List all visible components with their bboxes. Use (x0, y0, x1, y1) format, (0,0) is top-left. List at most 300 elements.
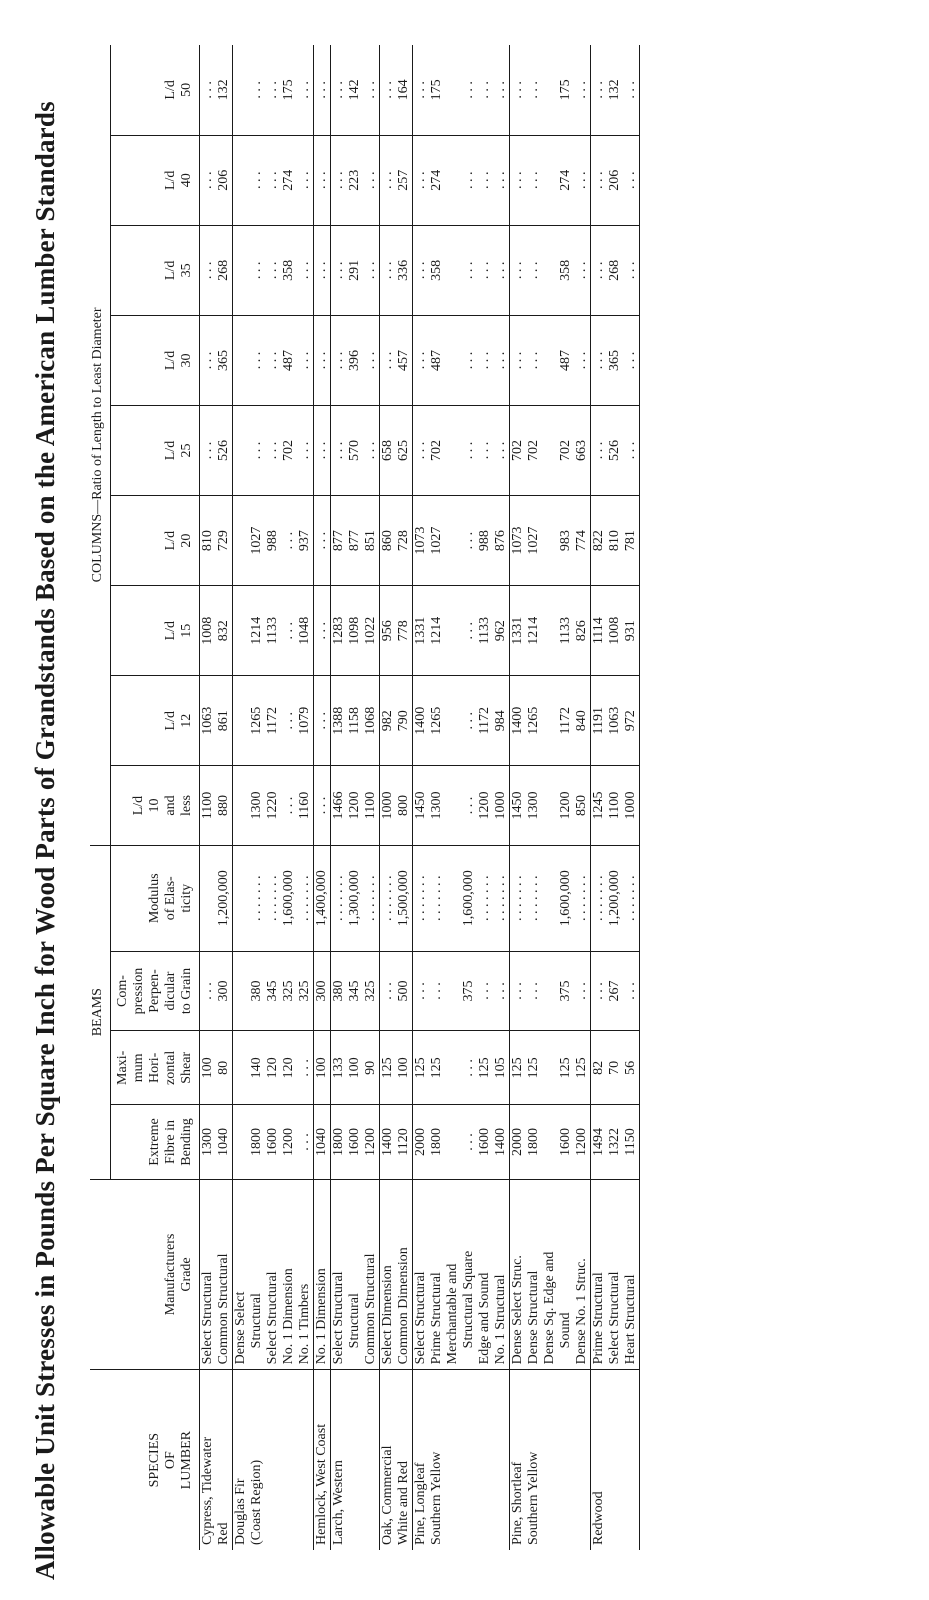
ld25-value: . . . (493, 441, 508, 460)
modulus-value: . . . . . . . (477, 875, 492, 922)
ld10-value: 1245 (591, 791, 606, 820)
shear-value: 125 (429, 1057, 444, 1079)
ld20-value: 1027 (526, 526, 541, 555)
fibre-value (233, 1110, 249, 1173)
fibre-value: 1200 (281, 1128, 296, 1157)
modulus-value: . . . . . . . (493, 875, 508, 922)
ld10-value: 1220 (265, 791, 280, 820)
table-row (331, 45, 380, 1550)
shear-value: 133 (331, 1057, 346, 1079)
species-value: Southern Yellow (429, 1451, 444, 1545)
ld20-cell (200, 496, 233, 586)
fibre-value: 1800 (249, 1128, 264, 1157)
ld15-value: 1214 (429, 616, 444, 645)
ld25-value: 526 (216, 440, 231, 462)
compression-header (111, 951, 200, 1030)
header-line: of Elas- (163, 876, 178, 921)
shear-value: 120 (281, 1057, 296, 1079)
ld12-value: 1172 (477, 707, 492, 735)
ld12-cell (510, 676, 591, 766)
ld35-value: . . . (297, 261, 312, 280)
ld30-value: . . . (297, 351, 312, 370)
comp-value: 345 (265, 980, 280, 1002)
fibre-value: . . . (461, 1133, 476, 1151)
ld30-value: . . . (413, 351, 428, 370)
ld25-value (542, 411, 558, 490)
ld50-value (445, 50, 461, 130)
shear-value (445, 1036, 461, 1099)
fibre-cell (591, 1105, 640, 1179)
ld12-value: 1400 (413, 706, 428, 735)
grade-value: Dense Select Struc. (510, 1255, 525, 1365)
fibre-cell (314, 1105, 331, 1179)
modulus-value: 1,600,000 (281, 870, 296, 927)
header-line: OF (163, 1451, 178, 1470)
header-line: and (163, 795, 178, 816)
header-line: Modulus (147, 873, 162, 924)
ld30-value: . . . (526, 351, 541, 370)
header-line: Bending (179, 1118, 194, 1166)
ld50-cell (200, 45, 233, 135)
grade-value: Select Structural (607, 1271, 622, 1365)
ld12-cell (591, 676, 640, 766)
ld25-value: . . . (200, 441, 215, 460)
modulus-value: . . . . . . . (249, 875, 264, 922)
ld12-cell (331, 676, 380, 766)
ld30-value: . . . (314, 351, 329, 370)
ld30-cell (413, 315, 510, 405)
ld15-value: 931 (623, 620, 638, 642)
comp-cell (380, 951, 413, 1030)
ld12-cell (200, 676, 233, 766)
ld50-cell (314, 45, 331, 135)
ld50-cell (331, 45, 380, 135)
shear-value: 120 (265, 1057, 280, 1079)
grade-value: Merchantable and (445, 1263, 460, 1365)
ld30-value: . . . (510, 351, 525, 370)
ld30-value: 487 (281, 349, 296, 371)
grade-value: Common Dimension (396, 1247, 411, 1365)
ld30-value: . . . (249, 351, 264, 370)
ld20-cell (331, 496, 380, 586)
comp-value (542, 957, 558, 1025)
modulus-cell (314, 845, 331, 951)
fibre-value: 1040 (314, 1128, 329, 1157)
modulus-value: . . . . . . . (265, 875, 280, 922)
comp-value: . . . (429, 982, 444, 1000)
ld40-value: . . . (265, 171, 280, 190)
ld20-value (542, 501, 558, 580)
comp-cell (314, 951, 331, 1030)
grade-cell (331, 1179, 380, 1370)
ld20-value: 1073 (413, 526, 428, 555)
header-line: 30 (179, 353, 194, 368)
ld30-cell (331, 315, 380, 405)
ld25-value: 526 (607, 440, 622, 462)
ld20-value: 988 (477, 530, 492, 552)
fibre-value: 1300 (200, 1128, 215, 1157)
shear-value: . . . (461, 1059, 476, 1077)
ld35-value: 358 (281, 259, 296, 281)
modulus-cell (331, 845, 380, 951)
shear-cell (314, 1031, 331, 1105)
ld35-cell (510, 225, 591, 315)
comp-value: 300 (314, 980, 329, 1002)
ld30-value: . . . (265, 351, 280, 370)
ld40-value (233, 141, 249, 220)
ld35-cell (331, 225, 380, 315)
modulus-value: 1,600,000 (461, 870, 476, 927)
ld25-value: . . . (591, 441, 606, 460)
ld25-value (233, 411, 249, 490)
table-row (413, 45, 510, 1550)
comp-value: . . . (200, 982, 215, 1000)
fibre-value: 2000 (510, 1128, 525, 1157)
ld50-value: 164 (396, 79, 411, 101)
ld35-value: . . . (265, 261, 280, 280)
ld35-value: 358 (558, 259, 573, 281)
grade-cell (380, 1179, 413, 1370)
species-cell (510, 1370, 591, 1550)
ld25-value: . . . (623, 441, 638, 460)
grade-value: No. 1 Dimension (314, 1268, 329, 1365)
ld30-value: 487 (429, 349, 444, 371)
ld20-value: 937 (297, 530, 312, 552)
fibre-value: . . . (297, 1133, 312, 1151)
ld30-value: . . . (380, 351, 395, 370)
ld50-value: . . . (510, 81, 525, 99)
header-line: L/d (163, 260, 178, 281)
species-value: Red (216, 1522, 231, 1545)
ld20-value: 728 (396, 530, 411, 552)
ld10-value: 1000 (380, 791, 395, 820)
page-title: Allowable Unit Stresses in Pounds Per Square Inch for Wood Parts of Grandstands Based on the American Lumber Standards (30, 101, 60, 1580)
ld30-value: . . . (623, 351, 638, 370)
ld25-value: . . . (477, 441, 492, 460)
ld35-cell (380, 225, 413, 315)
ld35-value: . . . (623, 261, 638, 280)
ld30-value: . . . (493, 351, 508, 370)
species-value: Pine, Longleaf (413, 1462, 428, 1545)
ld35-value: . . . (574, 261, 589, 280)
comp-value: 380 (331, 980, 346, 1002)
ld12-value: . . . (281, 712, 296, 730)
ld40-cell (591, 135, 640, 225)
ld10-value: . . . (314, 796, 329, 815)
ld10-value: 1450 (510, 791, 525, 820)
ld10-value: 1300 (526, 791, 541, 820)
grade-value: Edge and Sound (477, 1272, 492, 1365)
ld20-cell (233, 496, 314, 586)
ld50-value: 175 (429, 79, 444, 101)
ld50-value: . . . (461, 81, 476, 99)
header-line: L/d (163, 170, 178, 191)
ld40-value: . . . (461, 171, 476, 190)
ld30-value: 457 (396, 349, 411, 371)
modulus-cell (233, 845, 314, 951)
ld15-value: . . . (314, 621, 329, 640)
comp-value: 267 (607, 980, 622, 1002)
ld10-value: 1000 (493, 791, 508, 820)
header-line: L/d (163, 530, 178, 551)
shear-value: 125 (574, 1057, 589, 1079)
species-cell (233, 1370, 314, 1550)
ld50-value: 175 (281, 79, 296, 101)
ld40-value: . . . (297, 171, 312, 190)
ld30-value (542, 321, 558, 400)
ld25-value: . . . (413, 441, 428, 460)
ld25-cell (233, 405, 314, 495)
modulus-value: . . . . . . . (380, 875, 395, 922)
comp-cell (331, 951, 380, 1030)
ld20-value: 983 (558, 530, 573, 552)
ld25-cell (413, 405, 510, 495)
header-line: LUMBER (179, 1431, 194, 1490)
ld15-header (111, 586, 200, 676)
shear-value: 125 (413, 1057, 428, 1079)
grade-cell (233, 1179, 314, 1370)
shear-cell (233, 1031, 314, 1105)
shear-value: 100 (396, 1057, 411, 1079)
ld15-value: 826 (574, 620, 589, 642)
modulus-value: . . . . . . . (363, 875, 378, 922)
ld35-cell (314, 225, 331, 315)
fibre-value (542, 1110, 558, 1173)
ld20-value: 1073 (510, 526, 525, 555)
ld25-cell (331, 405, 380, 495)
ld35-value: 358 (429, 259, 444, 281)
fibre-cell (331, 1105, 380, 1179)
ld35-value: . . . (493, 261, 508, 280)
header-line: 50 (179, 82, 194, 97)
ld12-value (542, 681, 558, 760)
ld30-cell (591, 315, 640, 405)
ld15-cell (591, 586, 640, 676)
ld15-value: 1331 (413, 616, 428, 645)
grade-value: Common Structural (216, 1253, 231, 1365)
ld50-value: . . . (363, 81, 378, 99)
table-row (591, 45, 640, 1550)
grade-cell (591, 1179, 640, 1370)
ld25-value: . . . (249, 441, 264, 460)
ld50-value: 132 (607, 79, 622, 101)
ld30-value: . . . (200, 351, 215, 370)
ld12-value: 1265 (249, 706, 264, 735)
ld12-value: 790 (396, 710, 411, 732)
ld15-value: 832 (216, 620, 231, 642)
ld10-cell (314, 766, 331, 845)
fibre-cell (510, 1105, 591, 1179)
species-value: Southern Yellow (526, 1451, 541, 1545)
comp-value: . . . (591, 982, 606, 1000)
comp-value (233, 957, 249, 1025)
fibre-value: 1200 (574, 1128, 589, 1157)
ld50-value: 132 (216, 79, 231, 101)
ld50-value: 175 (558, 79, 573, 101)
grade-value: Select Structural (200, 1271, 215, 1365)
header-line: 15 (179, 623, 194, 638)
header-line: 25 (179, 443, 194, 458)
ld40-value: 257 (396, 169, 411, 191)
grade-value: Prime Structural (429, 1272, 444, 1365)
comp-cell (413, 951, 510, 1030)
ld15-value: . . . (281, 621, 296, 640)
ld40-value: . . . (477, 171, 492, 190)
modulus-value (542, 851, 558, 946)
header-line: Maxi- (115, 1050, 130, 1085)
ld20-cell (510, 496, 591, 586)
ld12-value: 1068 (363, 706, 378, 735)
ld10-value (445, 771, 461, 839)
header-line: Perpen- (147, 969, 162, 1013)
ld40-value (445, 141, 461, 220)
ld40-value: . . . (380, 171, 395, 190)
ld30-cell (380, 315, 413, 405)
ld40-value (542, 141, 558, 220)
ld30-cell (314, 315, 331, 405)
ld25-value: . . . (331, 441, 346, 460)
ld12-value: 861 (216, 710, 231, 732)
species-value: Redwood (591, 1491, 606, 1545)
ld20-value: 877 (331, 530, 346, 552)
ld10-value: 1100 (607, 791, 622, 820)
ld50-value: . . . (413, 81, 428, 99)
ld12-cell (413, 676, 510, 766)
grade-value: Structural (249, 1293, 264, 1349)
grade-header (90, 1179, 200, 1370)
ld50-value: . . . (297, 81, 312, 99)
ld40-cell (314, 135, 331, 225)
ld12-value: . . . (461, 712, 476, 730)
ld12-value: 1388 (331, 706, 346, 735)
grade-value: Dense No. 1 Struc. (574, 1258, 589, 1365)
ld25-value: 663 (574, 440, 589, 462)
species-header (90, 1370, 200, 1550)
ld40-value: 206 (216, 169, 231, 191)
header-line: L/d (131, 795, 146, 816)
shear-cell (413, 1031, 510, 1105)
fibre-value: 1150 (623, 1128, 638, 1156)
fibre-value: 1600 (347, 1128, 362, 1157)
comp-value: . . . (574, 982, 589, 1000)
ld20-cell (314, 496, 331, 586)
ld40-cell (510, 135, 591, 225)
comp-value: . . . (526, 982, 541, 1000)
ld30-cell (233, 315, 314, 405)
ld50-cell (510, 45, 591, 135)
table-row (380, 45, 413, 1550)
ld15-cell (331, 586, 380, 676)
ld15-value: 1214 (249, 616, 264, 645)
ld10-cell (331, 766, 380, 845)
ld20-value: 1027 (429, 526, 444, 555)
comp-value: . . . (493, 982, 508, 1000)
ld12-header (111, 676, 200, 766)
species-value: Hemlock, West Coast (314, 1423, 329, 1545)
ld25-cell (591, 405, 640, 495)
shear-value: 140 (249, 1057, 264, 1079)
ld35-value: . . . (249, 261, 264, 280)
ld40-header (111, 135, 200, 225)
grade-value: No. 1 Timbers (297, 1283, 312, 1365)
ld15-value: 1133 (265, 616, 280, 645)
stress-table (90, 45, 640, 1550)
ld10-value: 1300 (429, 791, 444, 820)
grade-value: Dense Structural (526, 1270, 541, 1365)
table-row (200, 45, 233, 1550)
ld25-header (111, 405, 200, 495)
ld35-value (445, 231, 461, 310)
ld40-value: 274 (558, 169, 573, 191)
ld30-value: 365 (216, 349, 231, 371)
ld25-value: 658 (380, 440, 395, 462)
ld10-cell (233, 766, 314, 845)
ld30-value: . . . (331, 351, 346, 370)
ld35-value: . . . (363, 261, 378, 280)
grade-value: Select Structural (265, 1271, 280, 1365)
ld50-cell (591, 45, 640, 135)
ld50-value: . . . (265, 81, 280, 99)
ld25-value: 702 (558, 440, 573, 462)
ld15-value: 1133 (477, 616, 492, 645)
ld10-value (542, 771, 558, 839)
fibre-value: 1800 (331, 1128, 346, 1157)
ld12-value: 1400 (510, 706, 525, 735)
ld10-cell (413, 766, 510, 845)
ld12-value (233, 681, 249, 760)
ld35-value: . . . (200, 261, 215, 280)
modulus-value: 1,200,000 (216, 870, 231, 927)
ld40-value: 206 (607, 169, 622, 191)
shear-value: 125 (526, 1057, 541, 1079)
modulus-cell (413, 845, 510, 951)
ld30-value: 487 (558, 349, 573, 371)
comp-value: 380 (249, 980, 264, 1002)
shear-value: 100 (200, 1057, 215, 1079)
ld25-value: 702 (510, 440, 525, 462)
ld10-value: . . . (461, 796, 476, 815)
ld50-value: 142 (347, 79, 362, 101)
header-line: less (179, 795, 194, 817)
ld35-value: . . . (314, 261, 329, 280)
ld25-value: . . . (265, 441, 280, 460)
ld10-value: 1466 (331, 791, 346, 820)
header-line: Com- (115, 975, 130, 1007)
ld15-value (542, 591, 558, 670)
ld12-value: 840 (574, 710, 589, 732)
ld40-cell (380, 135, 413, 225)
modulus-value (233, 851, 249, 946)
ld10-value: 1450 (413, 791, 428, 820)
ld20-value: 774 (574, 530, 589, 552)
ld35-value: 291 (347, 259, 362, 281)
shear-value: 125 (477, 1057, 492, 1079)
comp-value: . . . (623, 982, 638, 1000)
header-line: 20 (179, 533, 194, 548)
ld25-cell (200, 405, 233, 495)
ld15-value: 778 (396, 620, 411, 642)
shear-value: 82 (591, 1060, 606, 1075)
shear-value: 100 (347, 1057, 362, 1079)
comp-value: 500 (396, 980, 411, 1002)
beams-group-header: BEAMS (90, 845, 111, 1179)
ld50-value (233, 50, 249, 130)
header-line: pression (131, 967, 146, 1015)
ld15-value: 1022 (363, 616, 378, 645)
ld50-cell (380, 45, 413, 135)
table-row (510, 45, 591, 1550)
ld12-value (445, 681, 461, 760)
